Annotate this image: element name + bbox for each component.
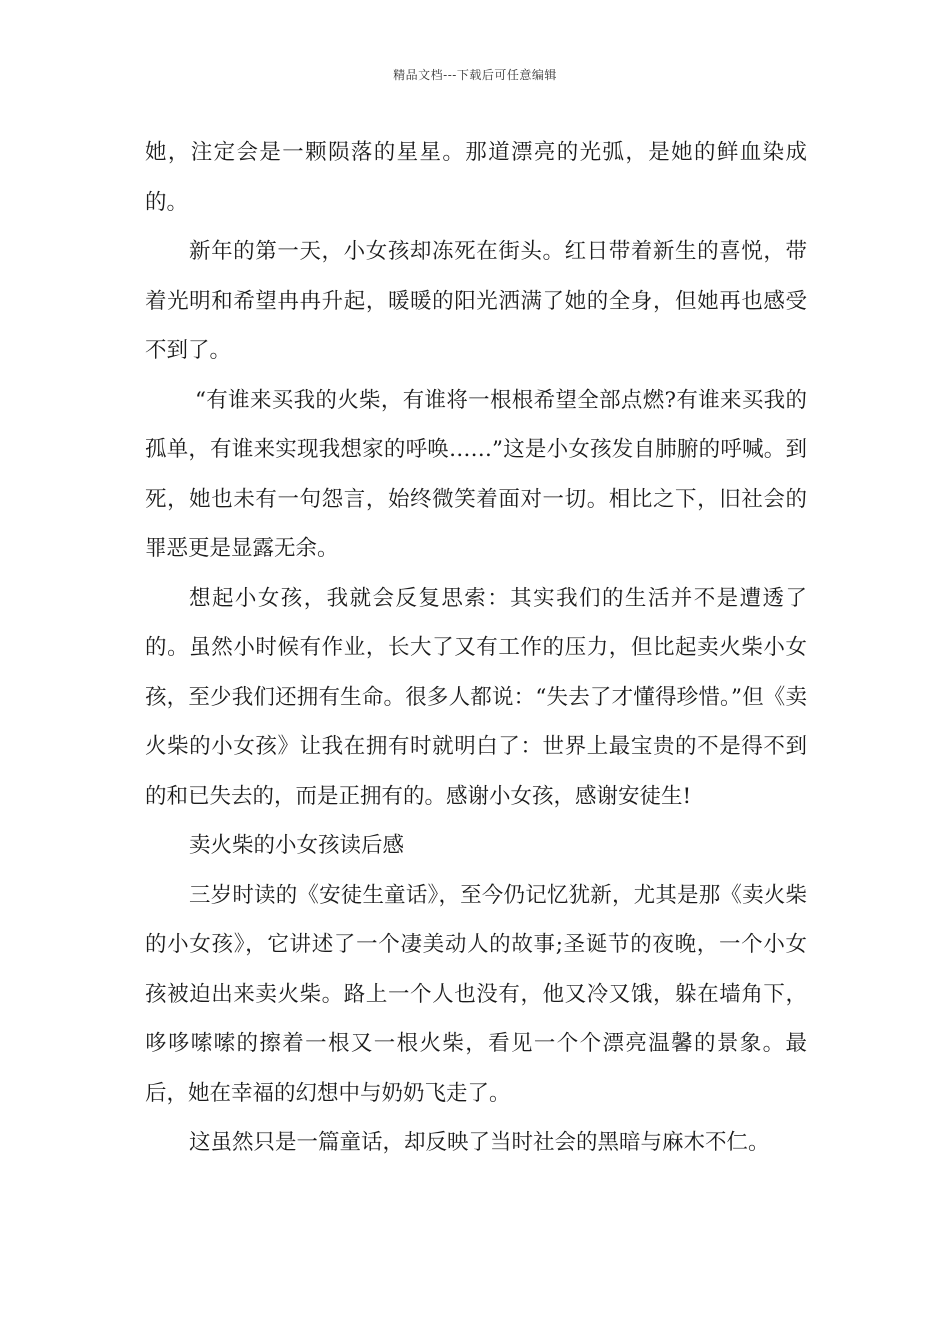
- paragraph-3: “有谁来买我的火柴，有谁将一根根希望全部点燃?有谁来买我的孤单，有谁来实现我想家的呼唤……”这是小女孩发自肺腑的呼喊。到死，她也未有一句怨言，始终微笑着面对一切。相比之下，旧社会的罪恶更是显露无余。: [145, 387, 807, 561]
- section-title: 卖火柴的小女孩读后感: [189, 833, 405, 858]
- paragraph-4: 想起小女孩，我就会反复思索：其实我们的生活并不是遭透了的。虽然小时候有作业，长大了又有工作的压力，但比起卖火柴小女孩，至少我们还拥有生命。很多人都说：“失去了才懂得珍惜。”但《卖火柴的小女孩》让我在拥有时就明白了：世界上最宝贵的不是得不到的和已失去的，而是正拥有的。感谢小女孩，感谢安徒生!: [145, 585, 807, 809]
- page-header: 精品文档---下载后可任意编辑: [393, 68, 557, 82]
- paragraph-2: 新年的第一天，小女孩却冻死在街头。红日带着新生的喜悦，带着光明和希望冉冉升起，暖暖的阳光洒满了她的全身，但她再也感受不到了。: [145, 239, 807, 363]
- paragraph-6: 这虽然只是一篇童话，却反映了当时社会的黑暗与麻木不仁。: [189, 1130, 770, 1155]
- paragraph-1: 她，注定会是一颗陨落的星星。那道漂亮的光弧，是她的鲜血染成的。: [145, 140, 807, 215]
- document-body: [145, 128, 807, 1168]
- paragraph-5: 三岁时读的《安徒生童话》，至今仍记忆犹新，尤其是那《卖火柴的小女孩》，它讲述了一个凄美动人的故事;圣诞节的夜晚，一个小女孩被迫出来卖火柴。路上一个人也没有，他又冷又饿，躲在墙角下，哆哆嗦嗦的擦着一根又一根火柴，看见一个个漂亮温馨的景象。最后，她在幸福的幻想中与奶奶飞走了。: [145, 882, 807, 1106]
